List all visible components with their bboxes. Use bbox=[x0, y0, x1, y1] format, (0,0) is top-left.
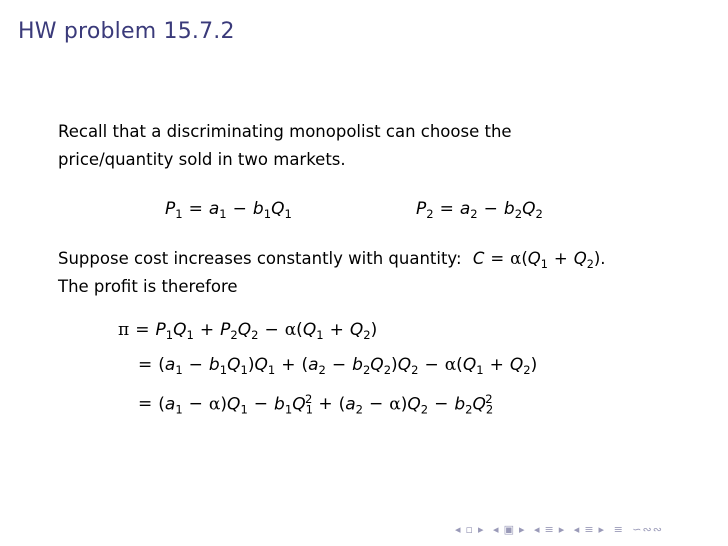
demand-equation-2: $P_2 = a_2 - b_2Q_2$ bbox=[416, 199, 543, 222]
search-icon[interactable]: ∽∾∾ bbox=[632, 523, 663, 536]
section-prev-icon[interactable]: ◂ bbox=[493, 523, 500, 536]
frame-first-icon[interactable]: ◂ bbox=[455, 523, 462, 536]
section-icon[interactable]: ▣ bbox=[503, 523, 515, 536]
profit-equation-line-2: = $(a_1 - b_1Q_1)Q_1 + (a_2 - b_2Q_2)Q_2 - \alpha(Q_1 + Q_2)$ bbox=[138, 355, 538, 378]
beamer-navigation-bar bbox=[455, 523, 667, 536]
profit-intro: The profit is therefore bbox=[58, 277, 238, 296]
align-icon[interactable]: ≡ bbox=[613, 523, 624, 536]
frame-next-icon[interactable]: ▸ bbox=[478, 523, 485, 536]
profit-equation-line-1: $\pi = P_1Q_1 + P_2Q_2 - \alpha(Q_1 + Q_2)$ bbox=[118, 320, 378, 343]
demand-equation-1: $P_1 = a_1 - b_1Q_1$ bbox=[165, 199, 292, 222]
slide-icon[interactable]: ≡ bbox=[584, 523, 595, 536]
subsection-next-icon[interactable]: ▸ bbox=[558, 523, 566, 536]
profit-equation-line-3: = $(a_1 - \alpha)Q_1 - b_1Q_1^2 + (a_2 - \alpha)Q_2 - b_2Q_2^2$ bbox=[138, 392, 494, 417]
slide-prev-icon[interactable]: ◂ bbox=[573, 523, 581, 536]
subsection-prev-icon[interactable]: ◂ bbox=[534, 523, 541, 536]
intro-line-2: price/quantity sold in two markets. bbox=[58, 150, 346, 169]
subsection-icon[interactable]: ≡ bbox=[544, 523, 555, 536]
section-next-icon[interactable]: ▸ bbox=[518, 523, 526, 536]
cost-equation: $C = \alpha(Q_1 + Q_2)$. bbox=[472, 249, 606, 271]
slide-title: HW problem 15.7.2 bbox=[18, 19, 235, 44]
slide-next-icon[interactable]: ▸ bbox=[598, 523, 606, 536]
cost-sentence-text: Suppose cost increases constantly with quantity: bbox=[58, 249, 462, 268]
frame-prev-icon[interactable]: ▫ bbox=[465, 523, 474, 536]
intro-line-1: Recall that a discriminating monopolist can choose the bbox=[58, 122, 512, 141]
